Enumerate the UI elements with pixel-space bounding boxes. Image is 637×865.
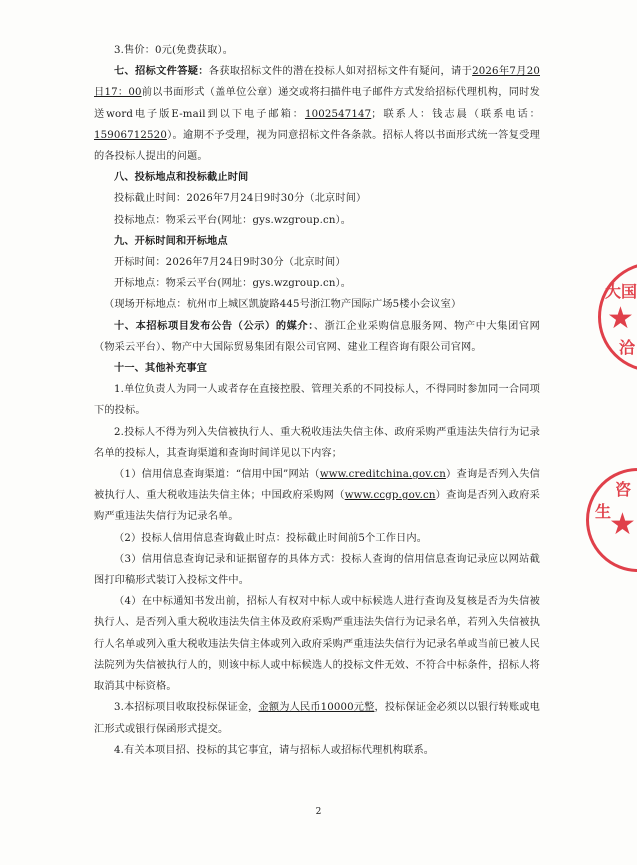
- section-7-text-d: ）。逾期不予受理，视为同意招标文件各条款。招标人将以书面形式统一答复受理的各投标人提出的问题。: [94, 129, 540, 163]
- section-11-heading: 十一、其他补充事宜: [114, 362, 208, 375]
- sale-price-line: 3.售价：0元(免费获取）。: [114, 45, 234, 56]
- section-7-heading: 七、招标文件答疑：: [114, 65, 209, 78]
- credit-query-text-c: ）查询是否列入政府采购严重违法失信行为记录名单。: [94, 490, 541, 523]
- section-7-paragraph: [94, 61, 540, 167]
- ccgp-link[interactable]: www.ccgp.gov.cn: [344, 490, 436, 502]
- contact-email: 1002547147: [304, 108, 372, 120]
- section-11-item-2-2: （2）投标人信用信息查询截止时点：投标截止时间前5个工作日内。: [114, 532, 428, 544]
- section-7-text-a: 各获取招标文件的潜在投标人如对招标文件有疑问，请于: [208, 66, 473, 78]
- bid-place-line: 投标地点：物采云平台(网址：gys.wzgroup.cn）。: [114, 214, 352, 226]
- section-10-text: 、浙江企业采购信息服务网、物产中大集团官网（物采云平台）、物产中大国际贸易集团有限公司官网、建业工程咨询有限公司官网。: [94, 320, 540, 353]
- seal-bottom-text-2: 生: [595, 502, 612, 521]
- creditchina-link[interactable]: www.creditchina.gov.cn: [319, 469, 446, 481]
- section-8-heading: 八、投标地点和投标截止时间: [114, 171, 249, 184]
- seal-bottom-text: 咨: [615, 480, 632, 499]
- section-11-item-2-4: （4）在中标通知书发出前，招标人有权对中标人或中标候选人进行查询及复核是否为失信被执行人、是否列入重大税收违法失信主体及政府采购严重违法失信行为记录名单，若列入失信被执行人名单或列入重大税收违法失信主体或列入政府采购严重违法失信行为记录名单或当前已被人民法院列为失信被执行人的，则该中标人或中标候选人的投标文件无效、不符合中标条件，招标人将取消其中标资格。: [94, 596, 540, 693]
- document-body: [94, 40, 540, 761]
- deposit-amount: 金额为人民币10000元整: [258, 702, 375, 714]
- page-number: 2: [315, 807, 322, 817]
- deposit-text-a: 3.本招标项目收取投标保证金，: [114, 702, 259, 714]
- credit-query-text-a: （1）信用信息查询渠道：“信用中国”网站（: [114, 469, 320, 481]
- section-7-text-b: 前以书面形式（盖单位公章）递交或将扫描件电子邮件方式发给招标代理机构，同时发送word电子版E-mail到以下电子邮箱：: [94, 87, 540, 120]
- section-10-heading: 十、本招标项目发布公告（公示）的媒介：: [114, 319, 314, 332]
- section-11-item-3: [94, 697, 540, 739]
- section-11-item-1: 1.单位负责人为同一人或者存在直接控股、管理关系的不同投标人，不得同时参加同一合同项下的投标。: [94, 384, 540, 417]
- seal-top-text: 大国: [605, 282, 637, 301]
- section-11-item-2-3: （3）信用信息查询记录和证据留存的具体方式：投标人查询的信用信息查询记录应以网站截图打印稿形式装订入投标文件中。: [94, 553, 540, 587]
- opening-time-line: 开标时间：2026年7月24日9时30分（北京时间）: [114, 257, 346, 269]
- section-11-item-4: 4.有关本项目招、投标的其它事宜，请与招标人或招标代理机构联系。: [114, 744, 435, 756]
- section-11-item-2: 2.投标人不得为列入失信被执行人、重大税收违法失信主体、政府采购严重违法失信行为记录名单的投标人，其查询渠道和查询时间详见以下内容；: [94, 426, 540, 459]
- company-seal-top: [598, 262, 637, 372]
- bid-deadline-line: 投标截止时间：2026年7月24日9时30分（北京时间）: [114, 193, 367, 205]
- contact-phone: 15906712520: [94, 129, 167, 141]
- section-10-paragraph: [94, 316, 540, 358]
- seal-star-icon: ★: [607, 301, 634, 336]
- seal-top-text-2: 洽: [619, 338, 636, 357]
- question-deadline: 2026年7月20日17：00: [94, 66, 540, 99]
- seal-star-icon: ★: [609, 507, 636, 542]
- opening-place-line: 开标地点：物采云平台(网址：gys.wzgroup.cn）。: [114, 278, 352, 290]
- onsite-opening-line: （现场开标地点：杭州市上城区凯旋路445号浙江物产国际广场5楼小会议室）: [104, 299, 462, 311]
- section-9-heading: 九、开标时间和开标地点: [114, 234, 228, 247]
- section-7-text-c: ；联系人：钱志晨（联系电话：: [371, 108, 540, 120]
- company-seal-bottom: [586, 468, 637, 572]
- credit-query-text-b: ）查询是否列入失信被执行人、重大税收违法失信主体；中国政府采购网（: [94, 469, 540, 502]
- deposit-text-b: ，投标保证金必须以以银行转账或电汇形式或银行保函形式提交。: [94, 702, 540, 735]
- section-11-item-2-1: [94, 464, 540, 528]
